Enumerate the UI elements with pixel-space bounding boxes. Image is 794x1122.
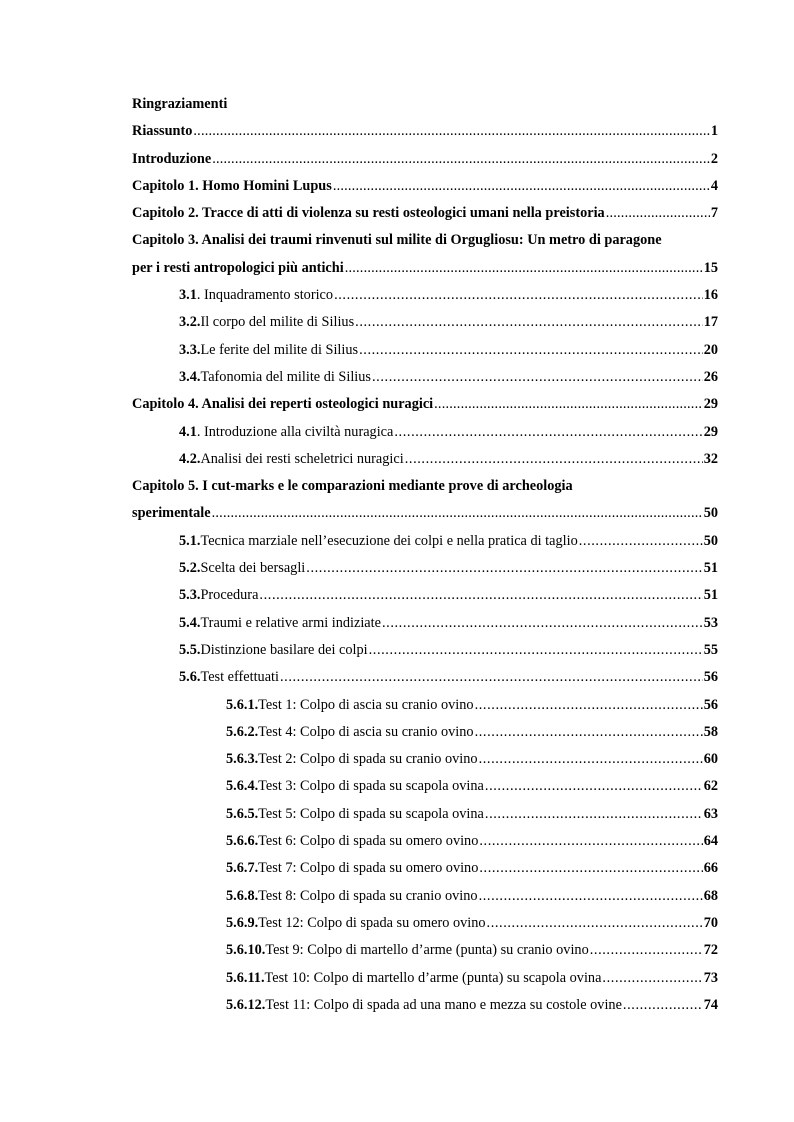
leader-dots — [345, 255, 703, 282]
leader-dots — [479, 828, 702, 855]
toc-entry-5-6-11 — [132, 965, 718, 992]
toc-page-number: 51 — [703, 560, 718, 577]
toc-section-number: 5.6.2. — [226, 723, 259, 740]
toc-title: Test 3: Colpo di spada su scapola ovina — [258, 778, 484, 795]
toc-title: Introduzione — [132, 150, 212, 167]
toc-title: Capitolo 4. Analisi dei reperti osteologici nuragici — [132, 396, 434, 413]
leader-dots — [485, 801, 703, 828]
toc-section-number: 5.6.1. — [226, 696, 259, 713]
toc-title: Traumi e relative armi indiziate — [200, 614, 381, 631]
toc-title: Capitolo 2. Tracce di atti di violenza su resti osteologici umani nella preistoria — [132, 205, 605, 222]
toc-page-number: 63 — [703, 805, 718, 822]
leader-dots — [487, 910, 703, 937]
toc-entry-5-6-7 — [132, 855, 718, 882]
toc-section-number: 5.6.12. — [226, 996, 266, 1013]
toc-entry-5-6-4 — [132, 773, 718, 800]
leader-dots — [479, 855, 702, 882]
toc-section-number: 3.1 — [179, 287, 197, 304]
toc-section-number: 5.6.5. — [226, 805, 259, 822]
leader-dots — [193, 118, 709, 145]
leader-dots — [579, 528, 703, 555]
toc-section-number: 5.6.6. — [226, 833, 259, 850]
toc-section-number: 5.4. — [179, 614, 201, 631]
toc-section-number: 5.6.8. — [226, 887, 259, 904]
toc-page-number: 64 — [703, 833, 718, 850]
leader-dots — [405, 446, 703, 473]
leader-dots — [212, 500, 703, 527]
toc-page-number: 70 — [703, 914, 718, 931]
toc-page-number: 1 — [710, 123, 718, 140]
toc-title: Test 2: Colpo di spada su cranio ovino — [258, 751, 478, 768]
toc-title: Test 12: Colpo di spada su omero ovino — [258, 914, 486, 931]
toc-entry-5-6-1 — [132, 692, 718, 719]
toc-section-number: 3.3. — [179, 341, 201, 358]
toc-title: Analisi dei resti scheletrici nuragici — [200, 450, 404, 467]
toc-title: Test 10: Colpo di martello d’arme (punta) su scapola ovina — [264, 969, 602, 986]
toc-page-number: 20 — [703, 341, 718, 358]
toc-title-continued: sperimentale — [132, 505, 211, 522]
toc-title: Il corpo del milite di Silius — [200, 314, 355, 331]
toc-title: Capitolo 3. Analisi dei traumi rinvenuti sul milite di Orgugliosu: Un metro di paragone — [132, 232, 662, 249]
leader-dots — [485, 773, 703, 800]
toc-entry-capitolo-3-line2 — [132, 255, 718, 282]
toc-page-number: 4 — [710, 177, 718, 194]
leader-dots — [479, 883, 703, 910]
leader-dots — [475, 692, 703, 719]
toc-page-number: 72 — [703, 942, 718, 959]
toc-section-number: 5.6.4. — [226, 778, 259, 795]
toc-page-number: 50 — [703, 505, 718, 522]
toc-entry-5-6-5 — [132, 801, 718, 828]
toc-entry-capitolo-5-line1 — [132, 473, 718, 500]
toc-page-number: 62 — [703, 778, 718, 795]
toc-page-number: 32 — [703, 450, 718, 467]
toc-section-number: 3.4. — [179, 368, 201, 385]
leader-dots — [306, 555, 702, 582]
toc-section-number: 5.6. — [179, 669, 201, 686]
toc-entry-5-1 — [132, 528, 718, 555]
toc-entry-3-4 — [132, 364, 718, 391]
toc-section-number: 5.6.10. — [226, 942, 266, 959]
toc-title: Test 9: Colpo di martello d’arme (punta) su cranio ovino — [265, 942, 589, 959]
toc-page-number: 56 — [703, 696, 718, 713]
toc-entry-capitolo-2 — [132, 200, 718, 227]
toc-title: Test 4: Colpo di ascia su cranio ovino — [258, 723, 474, 740]
toc-page-number: 16 — [703, 287, 718, 304]
toc-page-number: 26 — [703, 368, 718, 385]
toc-page-number: 50 — [703, 532, 718, 549]
leader-dots — [333, 173, 710, 200]
toc-title: Scelta dei bersagli — [200, 560, 306, 577]
toc-title: . Inquadramento storico — [196, 287, 334, 304]
toc-section-number: 5.6.11. — [226, 969, 265, 986]
toc-title: Ringraziamenti — [132, 96, 228, 112]
toc-page-number: 51 — [703, 587, 718, 604]
toc-page-number: 29 — [703, 423, 718, 440]
toc-ringraziamenti — [132, 91, 718, 118]
toc-entry-5-2 — [132, 555, 718, 582]
leader-dots — [369, 637, 703, 664]
leader-dots — [212, 146, 710, 173]
toc-entry-4-1 — [132, 419, 718, 446]
toc-title: Test 1: Colpo di ascia su cranio ovino — [258, 696, 474, 713]
toc-entry-5-6-6 — [132, 828, 718, 855]
leader-dots — [394, 419, 702, 446]
toc-entry-5-4 — [132, 610, 718, 637]
leader-dots — [280, 664, 703, 691]
toc-page-number: 53 — [703, 614, 718, 631]
toc-page-number: 73 — [703, 969, 718, 986]
toc-page-number: 2 — [710, 150, 718, 167]
table-of-contents — [132, 91, 718, 1019]
toc-entry-capitolo-4 — [132, 391, 718, 418]
toc-entry-5-6-8 — [132, 883, 718, 910]
toc-title: Capitolo 5. I cut-marks e le comparazioni mediante prove di archeologia — [132, 478, 573, 495]
toc-entry-capitolo-5-line2 — [132, 500, 718, 527]
toc-section-number: 5.6.9. — [226, 914, 259, 931]
toc-title-continued: per i resti antropologici più antichi — [132, 259, 344, 276]
toc-title: Test 5: Colpo di spada su scapola ovina — [258, 805, 484, 822]
toc-section-number: 4.2. — [179, 450, 201, 467]
toc-section-number: 5.3. — [179, 587, 201, 604]
toc-page-number: 17 — [703, 314, 718, 331]
toc-page-number: 58 — [703, 723, 718, 740]
leader-dots — [355, 309, 703, 336]
leader-dots — [590, 937, 703, 964]
leader-dots — [372, 364, 703, 391]
toc-entry-5-5 — [132, 637, 718, 664]
leader-dots — [334, 282, 703, 309]
leader-dots — [434, 391, 703, 418]
toc-page-number: 68 — [703, 887, 718, 904]
toc-title: Test effettuati — [200, 669, 279, 686]
leader-dots — [623, 992, 703, 1019]
toc-section-number: 5.6.7. — [226, 860, 259, 877]
toc-title: Le ferite del milite di Silius — [200, 341, 359, 358]
toc-section-number: 5.5. — [179, 641, 201, 658]
toc-section-number: 5.2. — [179, 560, 201, 577]
leader-dots — [382, 610, 703, 637]
toc-title: Test 6: Colpo di spada su omero ovino — [258, 833, 479, 850]
toc-entry-4-2 — [132, 446, 718, 473]
leader-dots — [475, 719, 703, 746]
toc-title: . Introduzione alla civiltà nuragica — [196, 423, 394, 440]
toc-entry-5-6 — [132, 664, 718, 691]
toc-title: Capitolo 1. Homo Homini Lupus — [132, 177, 332, 194]
leader-dots — [479, 746, 703, 773]
leader-dots — [606, 200, 710, 227]
leader-dots — [602, 965, 702, 992]
toc-entry-5-6-2 — [132, 719, 718, 746]
toc-page-number: 55 — [703, 641, 718, 658]
toc-entry-5-6-3 — [132, 746, 718, 773]
toc-entry-5-3 — [132, 582, 718, 609]
toc-page-number: 60 — [703, 751, 718, 768]
toc-section-number: 5.1. — [179, 532, 201, 549]
toc-section-number: 3.2. — [179, 314, 201, 331]
toc-entry-5-6-12 — [132, 992, 718, 1019]
toc-entry-5-6-9 — [132, 910, 718, 937]
leader-dots — [359, 337, 703, 364]
toc-title: Tafonomia del milite di Silius — [200, 368, 371, 385]
toc-title: Tecnica marziale nell’esecuzione dei colpi e nella pratica di taglio — [200, 532, 578, 549]
toc-page-number: 15 — [703, 259, 718, 276]
toc-entry-capitolo-3-line1 — [132, 227, 718, 254]
toc-section-number: 5.6.3. — [226, 751, 259, 768]
toc-page-number: 74 — [703, 996, 718, 1013]
toc-entry-3-1 — [132, 282, 718, 309]
toc-title: Procedura — [200, 587, 259, 604]
toc-entry-capitolo-1 — [132, 173, 718, 200]
toc-entry-5-6-10 — [132, 937, 718, 964]
toc-title: Riassunto — [132, 123, 193, 140]
toc-title: Test 11: Colpo di spada ad una mano e mezza su costole ovine — [265, 996, 622, 1013]
leader-dots — [259, 582, 702, 609]
toc-page-number: 66 — [703, 860, 718, 877]
toc-page-number: 29 — [703, 396, 718, 413]
toc-entry-introduzione — [132, 146, 718, 173]
toc-title: Test 8: Colpo di spada su cranio ovino — [258, 887, 478, 904]
toc-entry-riassunto — [132, 118, 718, 145]
toc-title: Test 7: Colpo di spada su omero ovino — [258, 860, 479, 877]
toc-title: Distinzione basilare dei colpi — [200, 641, 368, 658]
toc-entry-3-2 — [132, 309, 718, 336]
toc-entry-3-3 — [132, 337, 718, 364]
toc-page-number: 7 — [710, 205, 718, 222]
toc-section-number: 4.1 — [179, 423, 197, 440]
toc-page-number: 56 — [703, 669, 718, 686]
